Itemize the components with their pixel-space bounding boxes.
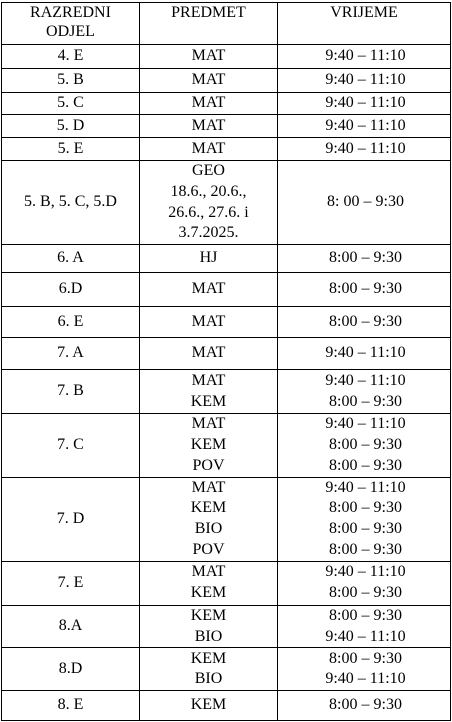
time-cell bbox=[278, 161, 451, 245]
time-line: 8: 00 – 9:30 bbox=[327, 193, 404, 211]
table-header bbox=[2, 3, 451, 45]
table-row bbox=[2, 605, 451, 648]
subject-cell bbox=[140, 477, 278, 561]
subject-line: GEO bbox=[192, 162, 225, 179]
time-cell bbox=[278, 115, 451, 138]
subject-cell bbox=[140, 138, 278, 161]
class-cell: 5. D bbox=[2, 115, 140, 138]
subject-line: MAT bbox=[191, 47, 226, 65]
class-cell: 8.D bbox=[2, 648, 140, 691]
table-row bbox=[2, 273, 451, 307]
subject-line: BIO bbox=[194, 520, 223, 538]
subject-cell bbox=[140, 370, 278, 414]
subject-line: KEM bbox=[190, 606, 227, 624]
header-subject-label: PREDMET bbox=[171, 4, 246, 21]
time-line: 8:00 – 9:30 bbox=[329, 696, 402, 714]
subject-cell bbox=[140, 648, 278, 691]
time-cell bbox=[278, 273, 451, 307]
time-cell bbox=[278, 370, 451, 414]
table-row bbox=[2, 307, 451, 338]
subject-line: KEM bbox=[190, 392, 227, 410]
table-row bbox=[2, 115, 451, 138]
subject-line: POV bbox=[192, 456, 225, 474]
time-line: 8:00 – 9:30 bbox=[329, 456, 402, 474]
class-cell: 5. B, 5. C, 5.D bbox=[2, 161, 140, 245]
subject-line: MAT bbox=[191, 139, 226, 157]
time-cell bbox=[278, 245, 451, 273]
header-class bbox=[2, 3, 140, 45]
subject-cell bbox=[140, 115, 278, 138]
class-cell: 5. C bbox=[2, 93, 140, 115]
time-line: 9:40 – 11:10 bbox=[325, 627, 406, 645]
header-time bbox=[278, 3, 451, 45]
subject-line: MAT bbox=[191, 280, 226, 298]
time-line: 8:00 – 9:30 bbox=[329, 520, 402, 538]
table-body bbox=[2, 45, 451, 721]
time-line: 9:40 – 11:10 bbox=[325, 116, 406, 134]
time-line: 9:40 – 11:10 bbox=[325, 139, 406, 157]
table-row bbox=[2, 691, 451, 721]
subject-line: 3.7.2025. bbox=[178, 224, 239, 242]
class-cell: 7. A bbox=[2, 338, 140, 370]
class-cell: 4. E bbox=[2, 45, 140, 69]
header-subject bbox=[140, 3, 278, 45]
exam-schedule-table bbox=[1, 2, 451, 721]
time-line: 8:00 – 9:30 bbox=[329, 499, 402, 517]
class-cell: 6. E bbox=[2, 307, 140, 338]
time-line: 8:00 – 9:30 bbox=[329, 280, 402, 298]
subject-line: KEM bbox=[190, 584, 227, 602]
class-cell: 7. B bbox=[2, 370, 140, 414]
header-class-line: RAZREDNI bbox=[30, 4, 111, 21]
subject-line: KEM bbox=[190, 696, 227, 714]
subject-line: MAT bbox=[191, 415, 226, 433]
time-line: 8:00 – 9:30 bbox=[329, 540, 402, 558]
header-class-line: ODJEL bbox=[46, 23, 95, 40]
time-cell bbox=[278, 561, 451, 605]
time-cell bbox=[278, 93, 451, 115]
table-row bbox=[2, 561, 451, 605]
time-line: 9:40 – 11:10 bbox=[325, 71, 406, 89]
class-cell: 6. A bbox=[2, 245, 140, 273]
subject-line: MAT bbox=[191, 563, 226, 581]
subject-line: MAT bbox=[191, 478, 226, 496]
time-cell bbox=[278, 307, 451, 338]
subject-line: MAT bbox=[191, 371, 226, 389]
subject-cell bbox=[140, 69, 278, 93]
time-line: 9:40 – 11:10 bbox=[325, 371, 406, 389]
subject-cell bbox=[140, 414, 278, 477]
time-cell bbox=[278, 138, 451, 161]
subject-cell bbox=[140, 338, 278, 370]
time-cell bbox=[278, 605, 451, 648]
subject-cell bbox=[140, 691, 278, 721]
time-line: 9:40 – 11:10 bbox=[325, 670, 406, 688]
subject-line: BIO bbox=[194, 627, 223, 645]
time-line: 8:00 – 9:30 bbox=[329, 249, 402, 267]
time-line: 8:00 – 9:30 bbox=[329, 392, 402, 410]
class-cell: 7. D bbox=[2, 477, 140, 561]
subject-line: MAT bbox=[191, 312, 226, 330]
time-line: 8:00 – 9:30 bbox=[329, 606, 402, 624]
class-cell: 8.A bbox=[2, 605, 140, 648]
table-row bbox=[2, 161, 451, 245]
time-cell bbox=[278, 648, 451, 691]
subject-line: HJ bbox=[199, 249, 218, 267]
subject-cell bbox=[140, 161, 278, 245]
subject-line: KEM bbox=[190, 499, 227, 517]
time-cell bbox=[278, 338, 451, 370]
subject-cell bbox=[140, 273, 278, 307]
time-cell bbox=[278, 414, 451, 477]
class-cell: 6.D bbox=[2, 273, 140, 307]
time-cell bbox=[278, 691, 451, 721]
time-line: 9:40 – 11:10 bbox=[325, 94, 406, 112]
time-line: 8:00 – 9:30 bbox=[329, 584, 402, 602]
subject-line: KEM bbox=[190, 649, 227, 667]
table-row bbox=[2, 370, 451, 414]
table-row bbox=[2, 138, 451, 161]
table-row bbox=[2, 93, 451, 115]
subject-cell bbox=[140, 307, 278, 338]
time-line: 9:40 – 11:10 bbox=[325, 563, 406, 581]
table-row bbox=[2, 414, 451, 477]
subject-line: POV bbox=[192, 540, 225, 558]
subject-cell bbox=[140, 561, 278, 605]
subject-line: 26.6., 27.6. i bbox=[168, 203, 249, 221]
time-line: 8:00 – 9:30 bbox=[329, 649, 402, 667]
time-line: 8:00 – 9:30 bbox=[329, 312, 402, 330]
subject-line: BIO bbox=[194, 670, 223, 688]
time-cell bbox=[278, 477, 451, 561]
table-row bbox=[2, 648, 451, 691]
subject-cell bbox=[140, 45, 278, 69]
subject-line: MAT bbox=[191, 94, 226, 112]
class-cell: 7. E bbox=[2, 561, 140, 605]
subject-line: MAT bbox=[191, 116, 226, 134]
time-line: 8:00 – 9:30 bbox=[329, 435, 402, 453]
time-cell bbox=[278, 69, 451, 93]
class-cell: 7. C bbox=[2, 414, 140, 477]
subject-line: MAT bbox=[191, 71, 226, 89]
time-cell bbox=[278, 45, 451, 69]
time-line: 9:40 – 11:10 bbox=[325, 47, 406, 65]
subject-cell bbox=[140, 245, 278, 273]
table-row bbox=[2, 45, 451, 69]
header-time-label: VRIJEME bbox=[330, 4, 398, 21]
subject-cell bbox=[140, 605, 278, 648]
table-row bbox=[2, 69, 451, 93]
subject-line: KEM bbox=[190, 435, 227, 453]
class-cell: 8. E bbox=[2, 691, 140, 721]
subject-line: MAT bbox=[191, 344, 226, 362]
table-row bbox=[2, 245, 451, 273]
table-row bbox=[2, 338, 451, 370]
time-line: 9:40 – 11:10 bbox=[325, 478, 406, 496]
time-line: 9:40 – 11:10 bbox=[325, 415, 406, 433]
class-cell: 5. B bbox=[2, 69, 140, 93]
subject-cell bbox=[140, 93, 278, 115]
class-cell: 5. E bbox=[2, 138, 140, 161]
header-row bbox=[2, 3, 451, 45]
time-line: 9:40 – 11:10 bbox=[325, 344, 406, 362]
subject-line: 18.6., 20.6., bbox=[170, 182, 247, 200]
table-row bbox=[2, 477, 451, 561]
